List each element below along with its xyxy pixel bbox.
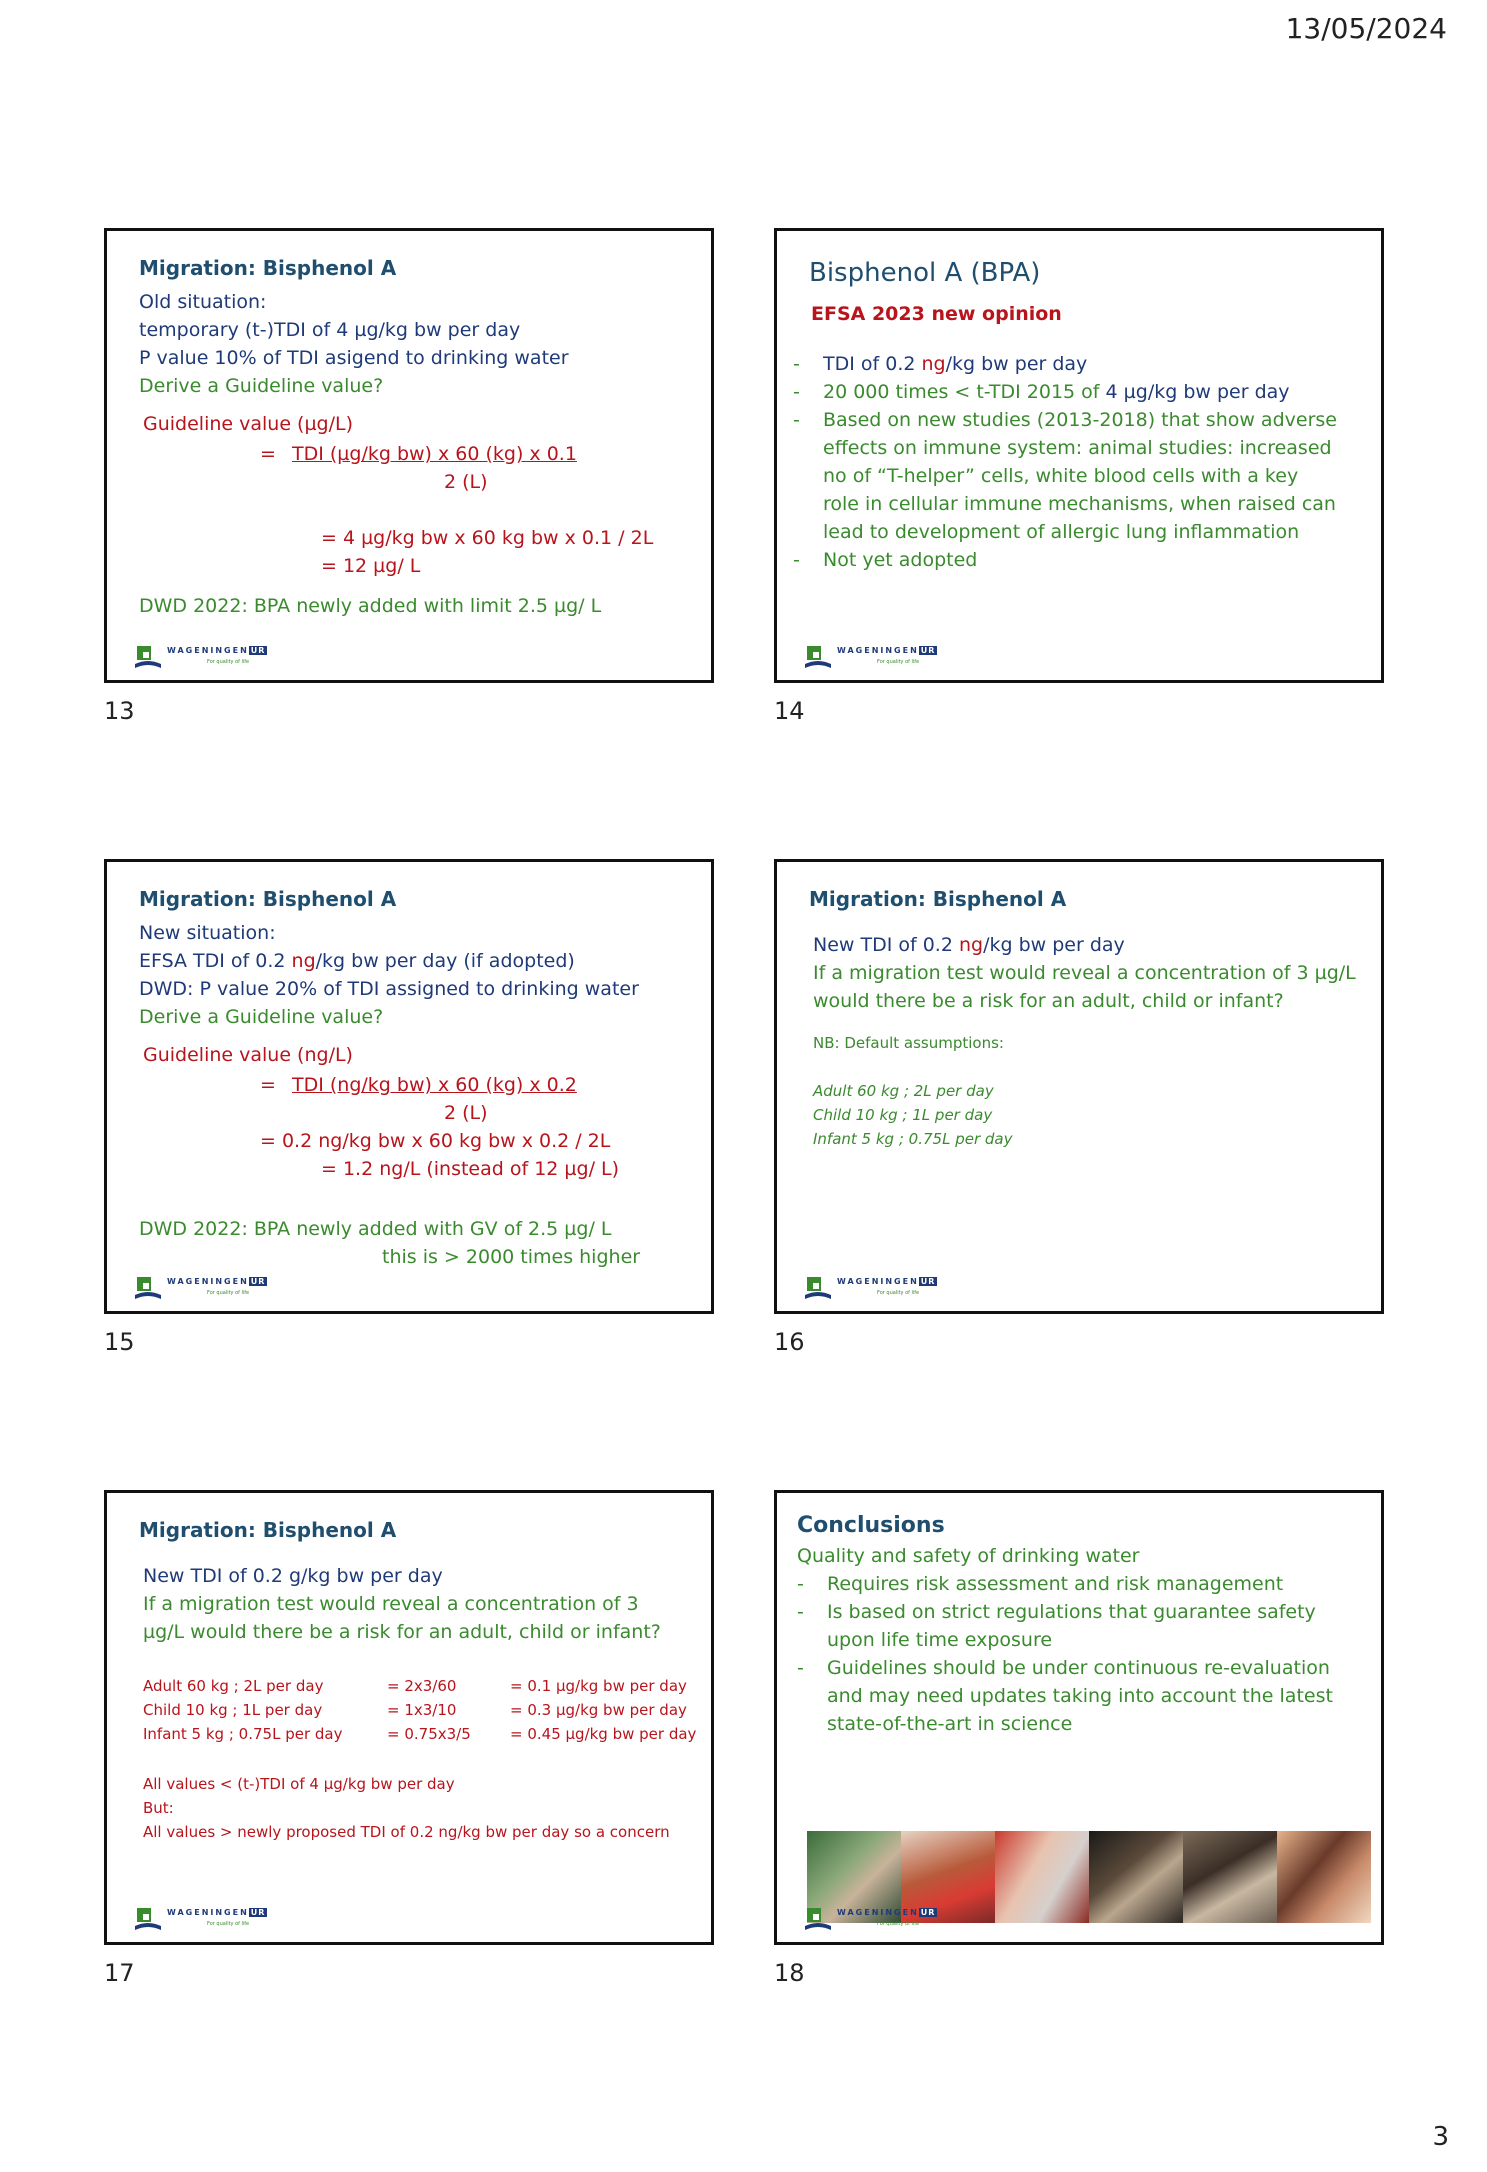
guideline-label: Guideline value (ng/L) — [143, 1044, 353, 1066]
slide-number: 15 — [104, 1328, 135, 1356]
equals-sign: = — [260, 443, 276, 465]
bullet-text: upon life time exposure — [827, 1629, 1053, 1651]
logo-suffix: UR — [250, 1908, 266, 1917]
page-number: 3 — [1432, 2122, 1449, 2152]
bullet-text: state-of-the-art in science — [827, 1713, 1073, 1735]
wageningen-logo-icon — [135, 1275, 161, 1301]
logo-name: WAGENINGEN — [167, 1277, 249, 1286]
logo-name: WAGENINGEN — [167, 646, 249, 655]
logo-tagline: For quality of life — [207, 1921, 250, 1927]
text-line: New TDI of 0.2 g/kg bw per day — [143, 1565, 443, 1587]
logo-name: WAGENINGEN — [167, 1908, 249, 1917]
bullet-dash: - — [793, 549, 800, 571]
bullet-text: TDI of 0.2 ng/kg bw per day — [823, 353, 1088, 375]
calculation-line: = 4 µg/kg bw x 60 kg bw x 0.1 / 2L — [321, 527, 654, 549]
formula-denominator: 2 (L) — [444, 1102, 488, 1124]
equals-sign: = — [260, 1074, 276, 1096]
text-line: temporary (t-)TDI of 4 µg/kg bw per day — [139, 319, 521, 341]
nb-note: NB: Default assumptions: — [813, 1034, 1004, 1052]
logo-suffix: UR — [250, 646, 266, 655]
row-calc: = 2x3/60 — [387, 1677, 457, 1695]
conclusion-line: All values > newly proposed TDI of 0.2 ng/kg bw per day so a concern — [143, 1823, 670, 1841]
wageningen-logo-icon — [805, 1275, 831, 1301]
logo-name: WAGENINGEN — [837, 646, 919, 655]
slide-16 — [774, 859, 1384, 1314]
wageningen-logo — [805, 1275, 955, 1301]
wageningen-logo-icon — [135, 644, 161, 670]
calculation-line: = 0.2 ng/kg bw x 60 kg bw x 0.2 / 2L — [260, 1130, 611, 1152]
logo-name: WAGENINGEN — [837, 1908, 919, 1917]
slide-title: Migration: Bisphenol A — [139, 256, 397, 280]
logo-name: WAGENINGEN — [837, 1277, 919, 1286]
bullet-text: Is based on strict regulations that guarantee safety — [827, 1601, 1316, 1623]
bullet-text: Based on new studies (2013-2018) that show adverse — [823, 409, 1337, 431]
drinking-water-photo — [1277, 1831, 1371, 1923]
slide-number: 13 — [104, 697, 135, 725]
calculation-result: = 1.2 ng/L (instead of 12 µg/ L) — [321, 1158, 620, 1180]
logo-suffix: UR — [250, 1277, 266, 1286]
conclusion-line: All values < (t-)TDI of 4 µg/kg bw per day — [143, 1775, 455, 1793]
text-line: If a migration test would reveal a concentration of 3 µg/L — [813, 962, 1356, 984]
slide-number: 16 — [774, 1328, 805, 1356]
slide-number: 14 — [774, 697, 805, 725]
text-line: µg/L would there be a risk for an adult, child or infant? — [143, 1621, 661, 1643]
dwd-note: this is > 2000 times higher — [382, 1246, 641, 1268]
text-line: If a migration test would reveal a concentration of 3 — [143, 1593, 639, 1615]
wageningen-logo-icon — [805, 644, 831, 670]
drinking-water-photo — [1183, 1831, 1277, 1923]
drinking-water-photo — [1089, 1831, 1183, 1923]
row-label: Child 10 kg ; 1L per day — [143, 1701, 323, 1719]
bullet-text: Guidelines should be under continuous re-evaluation — [827, 1657, 1330, 1679]
logo-tagline: For quality of life — [877, 1921, 920, 1927]
slide-title: Migration: Bisphenol A — [139, 887, 397, 911]
bullet-text: Not yet adopted — [823, 549, 978, 571]
logo-tagline: For quality of life — [877, 659, 920, 665]
text-line: New situation: — [139, 922, 276, 944]
row-calc: = 1x3/10 — [387, 1701, 457, 1719]
slide-18 — [774, 1490, 1384, 1945]
question: Derive a Guideline value? — [139, 1006, 384, 1028]
logo-suffix: UR — [920, 646, 936, 655]
text-line: EFSA TDI of 0.2 ng/kg bw per day (if adopted) — [139, 950, 575, 972]
dwd-note: DWD 2022: BPA newly added with limit 2.5 µg/ L — [139, 595, 602, 617]
wageningen-logo — [135, 1906, 285, 1932]
assumption-line: Infant 5 kg ; 0.75L per day — [813, 1130, 1013, 1148]
bullet-text: role in cellular immune mechanisms, when raised can — [823, 493, 1336, 515]
slide-number: 18 — [774, 1959, 805, 1987]
text-line: would there be a risk for an adult, child or infant? — [813, 990, 1284, 1012]
slide-17 — [104, 1490, 714, 1945]
bullet-dash: - — [793, 409, 800, 431]
bullet-text: effects on immune system: animal studies: increased — [823, 437, 1332, 459]
assumption-line: Adult 60 kg ; 2L per day — [813, 1082, 994, 1100]
logo-suffix: UR — [920, 1908, 936, 1917]
row-result: = 0.45 µg/kg bw per day — [510, 1725, 697, 1743]
text-line: P value 10% of TDI asigend to drinking water — [139, 347, 569, 369]
bullet-text: and may need updates taking into account the latest — [827, 1685, 1333, 1707]
row-label: Infant 5 kg ; 0.75L per day — [143, 1725, 343, 1743]
formula-denominator: 2 (L) — [444, 471, 488, 493]
wageningen-logo — [135, 644, 285, 670]
slide-subtitle: EFSA 2023 new opinion — [811, 303, 1062, 325]
slide-title: Migration: Bisphenol A — [809, 887, 1067, 911]
logo-suffix: UR — [920, 1277, 936, 1286]
text-line: Old situation: — [139, 291, 267, 313]
bullet-dash: - — [797, 1573, 804, 1595]
row-label: Adult 60 kg ; 2L per day — [143, 1677, 324, 1695]
logo-tagline: For quality of life — [207, 659, 250, 665]
row-result: = 0.3 µg/kg bw per day — [510, 1701, 687, 1719]
slide-title: Conclusions — [797, 1513, 945, 1538]
row-result: = 0.1 µg/kg bw per day — [510, 1677, 687, 1695]
dwd-note: DWD 2022: BPA newly added with GV of 2.5 µg/ L — [139, 1218, 612, 1240]
slide-title: Migration: Bisphenol A — [139, 1518, 397, 1542]
text-line: Quality and safety of drinking water — [797, 1545, 1140, 1567]
wageningen-logo — [805, 1906, 955, 1932]
assumption-line: Child 10 kg ; 1L per day — [813, 1106, 993, 1124]
question: Derive a Guideline value? — [139, 375, 384, 397]
slide-number: 17 — [104, 1959, 135, 1987]
row-calc: = 0.75x3/5 — [387, 1725, 471, 1743]
bullet-dash: - — [793, 353, 800, 375]
formula-numerator: TDI (µg/kg bw) x 60 (kg) x 0.1 — [292, 443, 577, 465]
slide-15 — [104, 859, 714, 1314]
bullet-text: lead to development of allergic lung inflammation — [823, 521, 1300, 543]
slide-14 — [774, 228, 1384, 683]
wageningen-logo — [135, 1275, 285, 1301]
text-line: DWD: P value 20% of TDI assigned to drinking water — [139, 978, 639, 1000]
conclusion-line: But: — [143, 1799, 174, 1817]
bullet-dash: - — [793, 381, 800, 403]
drinking-water-photo — [995, 1831, 1089, 1923]
page-date: 13/05/2024 — [1285, 12, 1447, 45]
bullet-text: no of “T-helper” cells, white blood cells with a key — [823, 465, 1299, 487]
bullet-text: 20 000 times < t-TDI 2015 of 4 µg/kg bw per day — [823, 381, 1290, 403]
guideline-label: Guideline value (µg/L) — [143, 413, 354, 435]
bullet-text: Requires risk assessment and risk management — [827, 1573, 1284, 1595]
wageningen-logo-icon — [805, 1906, 831, 1932]
text-line: New TDI of 0.2 ng/kg bw per day — [813, 934, 1125, 956]
slide-title: Bisphenol A (BPA) — [809, 258, 1041, 288]
logo-tagline: For quality of life — [207, 1290, 250, 1296]
bullet-dash: - — [797, 1601, 804, 1623]
slide-13 — [104, 228, 714, 683]
logo-tagline: For quality of life — [877, 1290, 920, 1296]
formula-numerator: TDI (ng/kg bw) x 60 (kg) x 0.2 — [292, 1074, 577, 1096]
bullet-dash: - — [797, 1657, 804, 1679]
wageningen-logo-icon — [135, 1906, 161, 1932]
wageningen-logo — [805, 644, 955, 670]
calculation-result: = 12 µg/ L — [321, 555, 421, 577]
